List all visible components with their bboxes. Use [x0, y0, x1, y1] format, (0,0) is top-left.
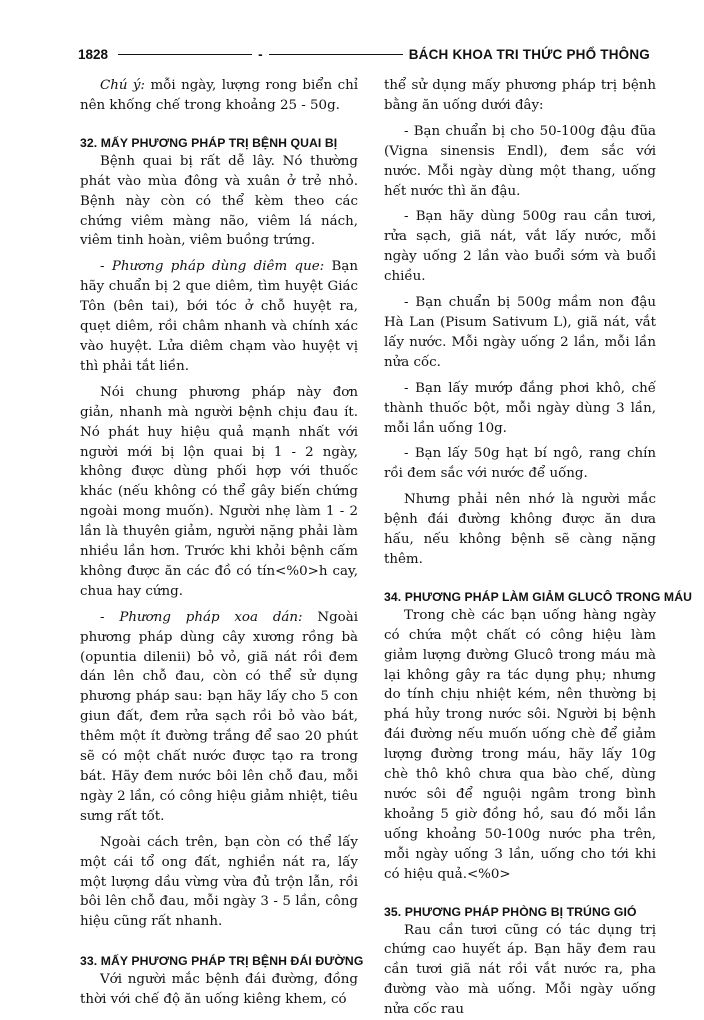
- paragraph-celery-stroke: Rau cần tươi cũng có tác dụng trị chứng cao huyết áp. Bạn hãy đem rau cần tươi giã nát rồi vắt nước ra, pha đường vào mà uống. Mỗi ngày uống nửa cốc rau: [384, 922, 656, 1018]
- paragraph-celery-remedy: - Bạn hãy dùng 500g rau cần tươi, rửa sạch, giã nát, vắt lấy nước, mỗi ngày uống 2 lần vào buổi sớm và buổi chiều.: [384, 209, 656, 285]
- paragraph-bean-remedy: - Bạn chuẩn bị cho 50-100g đậu đũa (Vigna sinensis Endl), đem sắc với nước. Mỗi ngày dùng một thang, uống hết nước thì ăn đậu.: [384, 123, 656, 199]
- rub-method-lead: - Phương pháp xoa dán:: [100, 609, 303, 625]
- running-header: [78, 44, 650, 64]
- heading-33: 33. MẤY PHƯƠNG PHÁP TRỊ BỆNH ĐÁI ĐƯỜNG: [80, 954, 364, 969]
- paragraph-match-method: [80, 257, 358, 376]
- note-paragraph: [80, 76, 358, 116]
- paragraph-match-notes: Nói chung phương pháp này đơn giản, nhanh mà người bệnh chịu đau ít. Nó phát huy hiệu quả mạnh nhất với người mới bị lộn quai bị 1 - 2 ngày, không được dùng phối hợp với thuốc khác (nếu không có thể gây biến chứng ngoài mong muốn). Người nhẹ làm 1 - 2 lần là thuyên giảm, người nặng phải làm nhiều lần hơn. Trước khi khỏi bệnh cấm không được ăn các đồ có tín<%0>h cay, chua hay cứng.: [80, 384, 358, 599]
- paragraph-mumps-intro: Bệnh quai bị rất dễ lây. Nó thường phát vào mùa đông và xuân ở trẻ nhỏ. Bệnh này còn có thể kèm theo các chứng viêm màng não, viêm lá nách, viêm tinh hoàn, viêm buồng trứng.: [80, 153, 358, 249]
- paragraph-tea-glucose: Trong chè các bạn uống hàng ngày có chứa một chất có công hiệu làm giảm lượng đường Glucô trong máu mà lại không gây ra tác dụng phụ; nhưng do tính chịu nhiệt kém, nên thường bị phá hủy trong nước sôi. Người bị bệnh đái đường nếu muốn uống chè để giảm lượng đường trong máu, hãy lấy 10g chè thô khô chưa qua bào chế, dùng nước sôi để nguội ngâm trong bình khoảng 5 giờ đồng hồ, sau đó mỗi lần uống khoảng 50-100g nước pha trên, mỗi ngày uống 3 lần, uống cho tới khi có hiệu quả.<%0>: [384, 607, 656, 882]
- header-rule-left: [118, 54, 252, 55]
- paragraph-bitter-melon-remedy: - Bạn lấy mướp đắng phơi khô, chế thành thuốc bột, mỗi ngày dùng 3 lần, mỗi lần uống 10g.: [384, 380, 656, 436]
- heading-32: 32. MẤY PHƯƠNG PHÁP TRỊ BỆNH QUAI BỊ: [80, 135, 338, 150]
- rub-method-text: Ngoài phương pháp dùng cây xương rồng bà (opuntia dilenii) bỏ vỏ, giã nát rồi đem dán lên chỗ đau, còn có thể sử dụng phương pháp sau: bạn hãy lấy cho 5 con giun đất, đem rửa sạch rồi bỏ vào bát, thêm một ít đường trắng để sao 20 phút sẽ có một chất nước được tạo ra trong bát. Hãy đem nước bôi lên chỗ đau, mỗi ngày 2 lần, có công hiệu giảm nhiệt, tiêu sưng rất tốt.: [80, 609, 359, 824]
- right-column: [384, 76, 692, 1020]
- left-column: [80, 76, 364, 1010]
- match-method-text: Bạn hãy chuẩn bị 2 que diêm, tìm huyệt Giác Tôn (bên tai), bới tóc ở chỗ huyệt ra, quẹt diêm, rồi châm nhanh và chính xác vào huyệt. Lửa diêm chạm vào huyệt vị thì phải tắt liền.: [80, 259, 358, 374]
- heading-35: 35. PHƯƠNG PHÁP PHÒNG BỊ TRÚNG GIÓ: [384, 904, 637, 919]
- note-text: mỗi ngày, lượng rong biển chỉ nên khống chế trong khoảng 25 - 50g.: [80, 78, 358, 113]
- paragraph-diabetes-intro: Với người mắc bệnh đái đường, đồng thời với chế độ ăn uống kiêng khem, có: [80, 972, 358, 1008]
- page-number: 1828: [78, 46, 109, 62]
- paragraph-pea-remedy: - Bạn chuẩn bị 500g mầm non đậu Hà Lan (Pisum Sativum L), giã nát, vắt lấy nước. Mỗi ngày uống 2 lần, mỗi lần nửa cốc.: [384, 295, 656, 370]
- paragraph-rub-method: [80, 608, 358, 827]
- paragraph-pumpkin-seed-remedy: - Bạn lấy 50g hạt bí ngô, rang chín rồi đem sắc với nước để uống.: [384, 446, 656, 482]
- header-separator: -: [258, 46, 263, 62]
- heading-34: 34. PHƯƠNG PHÁP LÀM GIẢM GLUCÔ TRONG MÁU: [384, 589, 692, 604]
- match-method-lead: - Phương pháp dùng diêm que:: [100, 259, 325, 275]
- paragraph-wasp-nest: Ngoài cách trên, bạn còn có thể lấy một cái tổ ong đất, nghiền nát ra, lấy một lượng dầu vừng vừa đủ trộn lẫn, rồi bôi lên chỗ đau, mỗi ngày 3 - 5 lần, công hiệu cũng rất nhanh.: [80, 834, 358, 930]
- book-title: BÁCH KHOA TRI THỨC PHỔ THÔNG: [408, 46, 650, 62]
- paragraph-diabetes-cont: thể sử dụng mấy phương pháp trị bệnh bằng ăn uống dưới đây:: [384, 78, 656, 113]
- note-lead: Chú ý:: [100, 78, 146, 93]
- paragraph-watermelon-warning: Nhưng phải nên nhớ là người mắc bệnh đái đường không được ăn dưa hấu, nếu không bệnh sẽ càng nặng thêm.: [384, 492, 656, 567]
- header-rule-right: [269, 54, 403, 55]
